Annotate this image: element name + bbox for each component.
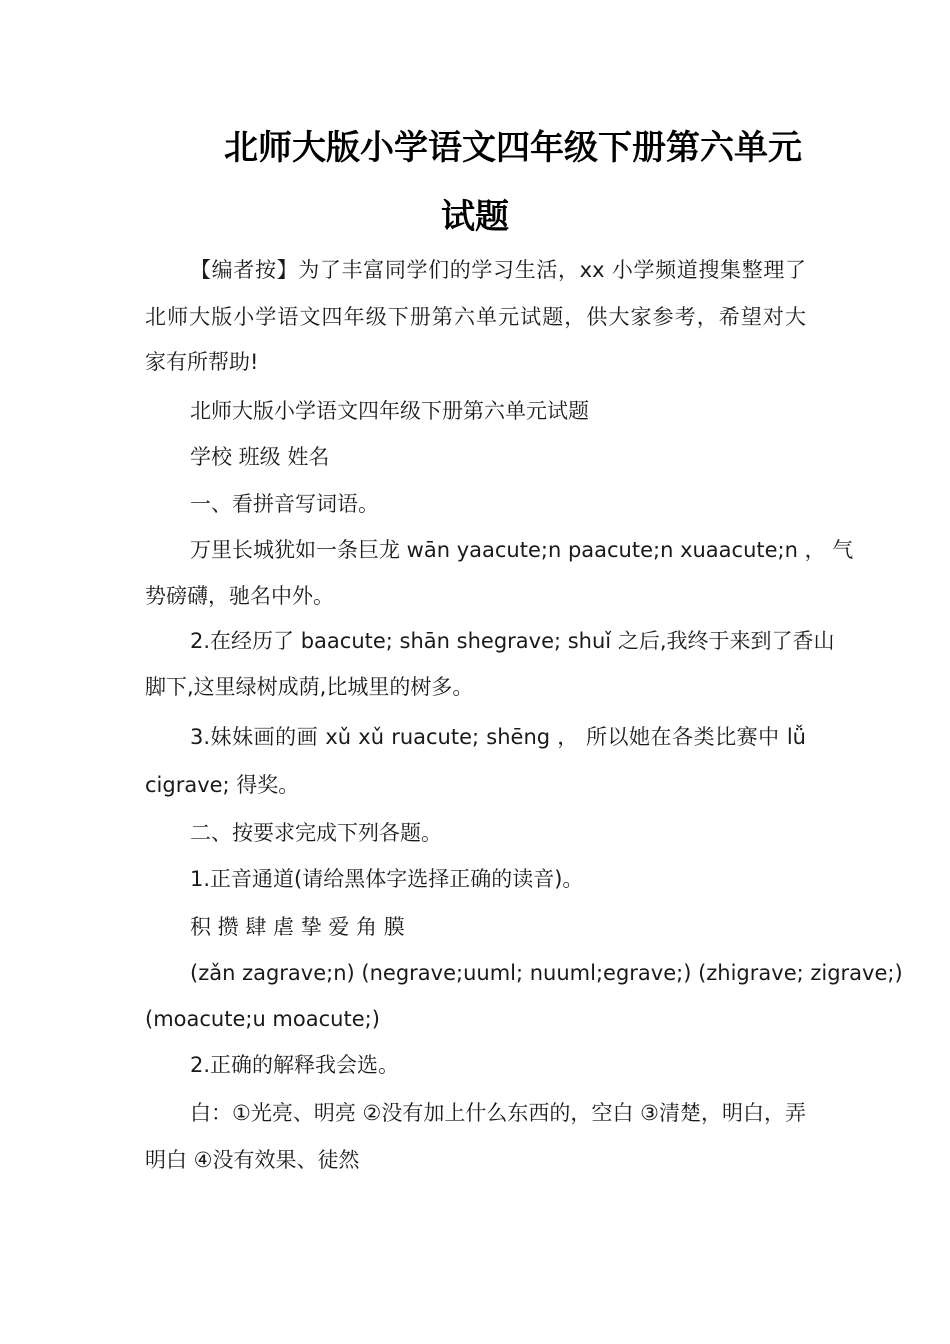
section-heading: 二、按要求完成下列各题。	[190, 821, 442, 845]
paragraph-line: 明白 ④没有效果、徒然	[145, 1148, 360, 1172]
paragraph-line: 学校 班级 姓名	[190, 445, 330, 469]
paragraph-line: 万里长城犹如一条巨龙 wān yaacute;n paacute;n xuaacute;n ， 气	[190, 538, 854, 562]
document-title-line-1: 北师大版小学语文四年级下册第六单元	[224, 128, 802, 168]
paragraph-line: 2.正确的解释我会选。	[190, 1053, 400, 1077]
paragraph-line: (moacute;u moacute;)	[145, 1007, 380, 1031]
paragraph-line: 脚下,这里绿树成荫,比城里的树多。	[145, 675, 474, 699]
paragraph-line: 1.正音通道(请给黑体字选择正确的读音)。	[190, 867, 584, 891]
paragraph-line: (zǎn zagrave;n) (negrave;uuml; nuuml;egrave;) (zhigrave; zigrave;)	[190, 961, 903, 985]
section-heading: 一、看拼音写词语。	[190, 492, 379, 516]
paragraph-line: 积 攒 肆 虐 挚 爱 角 膜	[190, 915, 405, 939]
paragraph-line: 势磅礴，驰名中外。	[145, 584, 334, 608]
paragraph-line: 北师大版小学语文四年级下册第六单元试题，供大家参考，希望对大	[145, 305, 806, 329]
paragraph-line: 北师大版小学语文四年级下册第六单元试题	[190, 399, 589, 423]
paragraph-line: cigrave; 得奖。	[145, 773, 300, 797]
document-title-line-2: 试题	[441, 197, 509, 237]
paragraph-line: 白：①光亮、明亮 ②没有加上什么东西的，空白 ③清楚，明白，弄	[190, 1101, 806, 1125]
paragraph-line: 【编者按】为了丰富同学们的学习生活，xx 小学频道搜集整理了	[190, 258, 806, 282]
paragraph-line: 3.妹妹画的画 xǔ xǔ ruacute; shēng ， 所以她在各类比赛中 lǚ	[190, 725, 806, 749]
paragraph-line: 家有所帮助!	[145, 350, 259, 374]
paragraph-line: 2.在经历了 baacute; shān shegrave; shuǐ 之后,我终于来到了香山	[190, 629, 835, 653]
